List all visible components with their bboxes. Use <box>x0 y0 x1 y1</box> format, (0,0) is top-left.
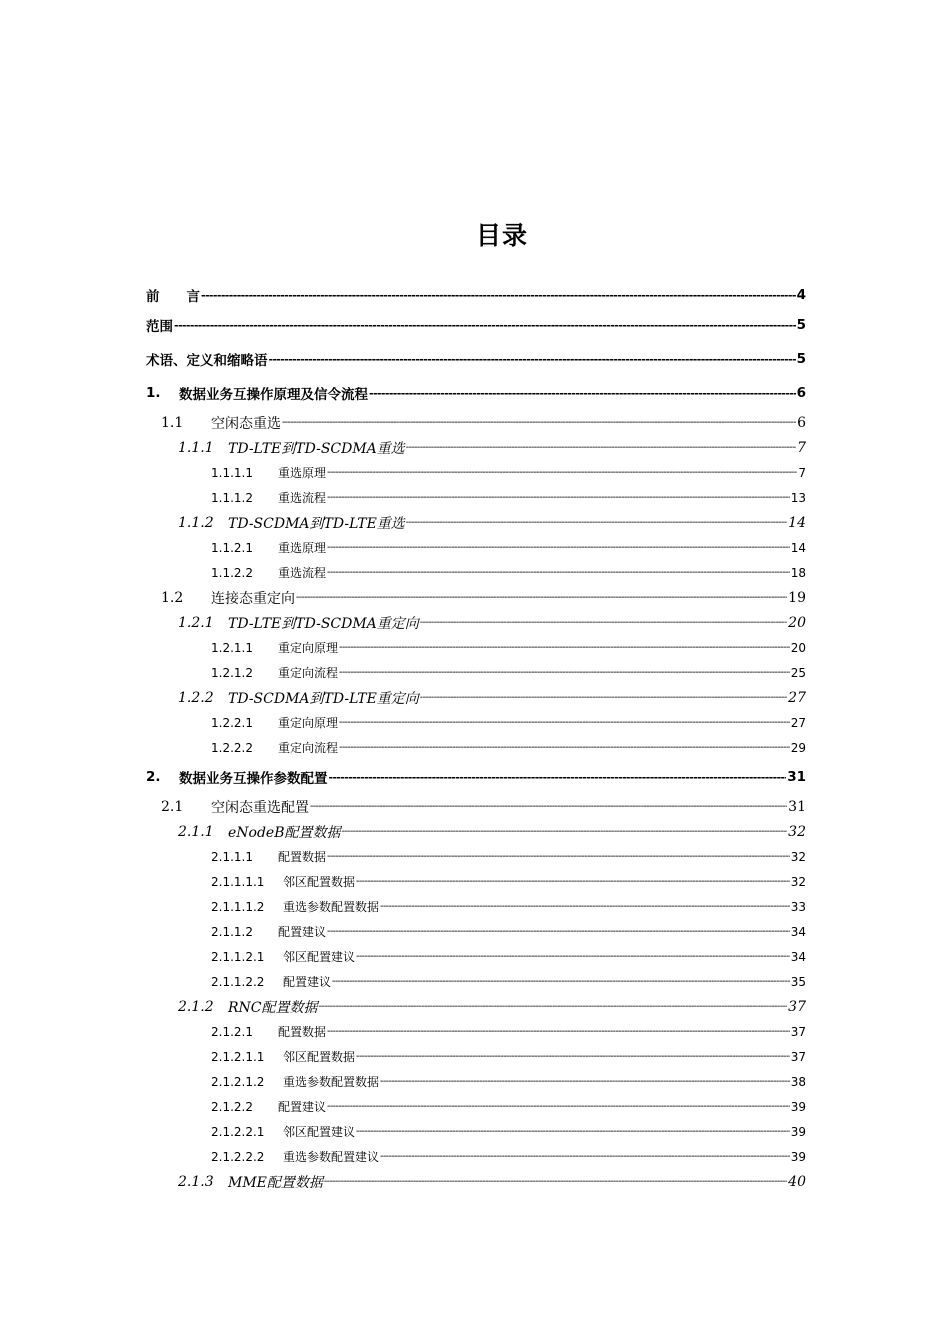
toc-leader-dashes <box>342 826 788 837</box>
toc-entry-page-number: 20 <box>790 640 806 655</box>
toc-entry-title: 重定向流程 <box>278 741 339 755</box>
toc-entry[interactable] <box>146 919 806 944</box>
toc-entry-page-number: 31 <box>787 769 806 785</box>
toc-leader-dashes <box>420 692 787 703</box>
toc-leader-dashes <box>327 492 790 503</box>
toc-entry-page-number: 39 <box>790 1099 806 1114</box>
toc-entry-number: 2.1.1.2 <box>211 924 253 939</box>
toc-entry[interactable] <box>146 308 806 342</box>
toc-entry-number: 2.1.1.1 <box>211 849 253 864</box>
toc-entry-title: 重定向原理 <box>278 641 339 655</box>
toc-entry-title: 数据业务互操作参数配置 <box>179 771 328 787</box>
toc-entry[interactable] <box>146 685 806 710</box>
toc-entry-number: 2.1.2.2.1 <box>211 1124 265 1139</box>
toc-leader-dashes <box>282 417 796 428</box>
toc-entry-number: 1.1.2.2 <box>211 565 253 580</box>
toc-entry-title: 重定向原理 <box>278 716 339 730</box>
toc-leader-dashes <box>420 617 787 628</box>
toc-entry-title: 重选流程 <box>278 491 327 505</box>
toc-entry-title: 配置数据 <box>278 1025 327 1039</box>
toc-entry-number: 1.1.1.1 <box>211 465 253 480</box>
toc-leader-dashes <box>339 717 790 728</box>
toc-entry[interactable] <box>146 894 806 919</box>
toc-entry-page-number: 37 <box>790 1024 806 1039</box>
toc-entry-number: 1.1.2 <box>178 514 214 531</box>
toc-entry-number: 2.1.2.1.2 <box>211 1074 265 1089</box>
toc-entry-number: 1.2 <box>161 589 184 606</box>
toc-entry-title: 数据业务互操作原理及信令流程 <box>179 387 368 403</box>
toc-entry[interactable] <box>146 585 806 610</box>
toc-entry-page-number: 6 <box>796 385 806 401</box>
toc-entry-page-number: 18 <box>790 565 806 580</box>
toc-entry[interactable] <box>146 560 806 585</box>
toc-entry-title: 空闲态重选配置 <box>211 799 309 816</box>
toc-entry[interactable] <box>146 342 806 376</box>
toc-entry-page-number: 35 <box>790 974 806 989</box>
toc-entry-page-number: 37 <box>788 998 806 1015</box>
toc-entry-title: 邻区配置建议 <box>283 1125 356 1139</box>
toc-entry-number: 1.1 <box>161 414 184 431</box>
toc-entry[interactable] <box>146 760 806 794</box>
toc-entry-page-number: 32 <box>790 874 806 889</box>
toc-leader-dashes <box>380 1151 790 1162</box>
toc-entry-page-number: 14 <box>790 540 806 555</box>
toc-leader-dashes <box>339 667 790 678</box>
toc-entry-number: 1.1.1.2 <box>211 490 253 505</box>
toc-entry-title: 重选参数配置建议 <box>283 1150 380 1164</box>
toc-leader-dashes <box>296 592 787 603</box>
toc-title: 目录 <box>475 221 528 250</box>
toc-entry-title: 连接态重定向 <box>211 590 295 607</box>
toc-leader-dashes <box>380 1076 790 1087</box>
toc-entry-page-number: 38 <box>790 1074 806 1089</box>
toc-entry-number: 2.1.2.1.1 <box>211 1049 265 1064</box>
toc-leader-dashes <box>327 1026 790 1037</box>
toc-entry-page-number: 5 <box>796 351 806 367</box>
toc-entry-title: 重选原理 <box>278 541 327 555</box>
toc-entry-title: 重选参数配置数据 <box>283 900 380 914</box>
toc-entry[interactable] <box>146 510 806 535</box>
toc-entry[interactable] <box>146 635 806 660</box>
toc-entry-title: 邻区配置数据 <box>283 1050 356 1064</box>
toc-entry-title: 配置数据 <box>278 850 327 864</box>
toc-entry[interactable] <box>146 485 806 510</box>
toc-entry-page-number: 6 <box>797 414 806 431</box>
toc-entry-page-number: 29 <box>790 740 806 755</box>
toc-entry-number: 1.2.2.1 <box>211 715 253 730</box>
toc-entry[interactable] <box>146 410 806 435</box>
toc-entry-title: 空闲态重选 <box>211 415 281 432</box>
toc-leader-dashes <box>324 1176 787 1187</box>
toc-entry-title: 前 言 <box>146 289 200 305</box>
toc-entry-title: eNodeB配置数据 <box>228 824 341 841</box>
toc-entry-page-number: 14 <box>788 514 806 531</box>
toc-entry-title: 配置建议 <box>278 1100 327 1114</box>
toc-entry-number: 1. <box>146 385 161 401</box>
toc-entry-page-number: 13 <box>790 490 806 505</box>
toc-leader-dashes <box>310 801 787 812</box>
toc-entry-title: 邻区配置数据 <box>283 875 356 889</box>
toc-entry[interactable] <box>146 944 806 969</box>
toc-entry-number: 1.2.2.2 <box>211 740 253 755</box>
toc-entry-page-number: 39 <box>790 1124 806 1139</box>
toc-entry[interactable] <box>146 1044 806 1069</box>
toc-entry-number: 2.1.1 <box>178 823 214 840</box>
toc-entry-number: 1.2.2 <box>178 689 214 706</box>
toc-entry-number: 2.1.2 <box>178 998 214 1015</box>
toc-entry-title: 重选流程 <box>278 566 327 580</box>
toc-entry-number: 2.1.2.1 <box>211 1024 253 1039</box>
toc-entry-title: 重定向流程 <box>278 666 339 680</box>
toc-entry-number: 2.1 <box>161 798 184 815</box>
toc-entry-number: 2.1.1.2.2 <box>211 974 265 989</box>
table-of-contents <box>146 282 806 1194</box>
toc-entry[interactable] <box>146 610 806 635</box>
toc-entry-number: 2.1.1.1.1 <box>211 874 265 889</box>
toc-entry-page-number: 4 <box>796 287 806 303</box>
toc-entry-number: 2.1.2.2.2 <box>211 1149 265 1164</box>
toc-leader-dashes <box>327 926 790 937</box>
toc-entry[interactable] <box>146 1069 806 1094</box>
toc-leader-dashes <box>339 642 790 653</box>
toc-entry-title: MME配置数据 <box>228 1174 323 1191</box>
toc-leader-dashes <box>332 976 790 987</box>
toc-entry[interactable] <box>146 794 806 819</box>
toc-entry-number: 1.2.1 <box>178 614 214 631</box>
toc-leader-dashes <box>406 517 787 528</box>
toc-entry[interactable] <box>146 844 806 869</box>
toc-leader-dashes <box>327 1101 790 1112</box>
toc-entry-page-number: 19 <box>788 589 806 606</box>
toc-entry-title: 配置建议 <box>283 975 332 989</box>
toc-entry-title: 范围 <box>146 319 173 335</box>
toc-entry-title: TD-LTE到TD-SCDMA重选 <box>228 440 405 457</box>
toc-entry[interactable] <box>146 969 806 994</box>
toc-entry[interactable] <box>146 819 806 844</box>
toc-entry-title: 重选原理 <box>278 466 327 480</box>
toc-entry[interactable] <box>146 660 806 685</box>
toc-leader-dashes <box>369 387 796 400</box>
toc-entry-page-number: 37 <box>790 1049 806 1064</box>
toc-entry-number: 2.1.1.2.1 <box>211 949 265 964</box>
toc-entry-page-number: 34 <box>790 924 806 939</box>
toc-entry[interactable] <box>146 1019 806 1044</box>
toc-entry-title: 配置建议 <box>278 925 327 939</box>
toc-entry[interactable] <box>146 460 806 485</box>
toc-entry-title: TD-LTE到TD-SCDMA重定向 <box>228 615 419 632</box>
toc-entry-page-number: 34 <box>790 949 806 964</box>
toc-leader-dashes <box>329 771 787 784</box>
toc-leader-dashes <box>380 901 790 912</box>
toc-leader-dashes <box>339 742 790 753</box>
toc-entry-number: 1.1.1 <box>178 439 214 456</box>
toc-entry[interactable] <box>146 535 806 560</box>
toc-leader-dashes <box>327 467 797 478</box>
toc-entry-title: TD-SCDMA到TD-LTE重选 <box>228 515 405 532</box>
toc-entry-title: 邻区配置建议 <box>283 950 356 964</box>
toc-entry-number: 1.2.1.2 <box>211 665 253 680</box>
toc-leader-dashes <box>406 442 796 453</box>
toc-entry[interactable] <box>146 282 806 308</box>
toc-entry-title: 重选参数配置数据 <box>283 1075 380 1089</box>
toc-entry-page-number: 33 <box>790 899 806 914</box>
toc-entry[interactable] <box>146 735 806 760</box>
toc-entry-page-number: 25 <box>790 665 806 680</box>
toc-entry-number: 2. <box>146 769 161 785</box>
toc-entry[interactable] <box>146 869 806 894</box>
toc-entry[interactable] <box>146 1169 806 1194</box>
toc-entry-page-number: 27 <box>788 689 806 706</box>
toc-entry-page-number: 32 <box>788 823 806 840</box>
toc-leader-dashes <box>327 542 790 553</box>
toc-leader-dashes <box>327 851 790 862</box>
toc-leader-dashes <box>327 567 790 578</box>
toc-leader-dashes <box>356 1126 790 1137</box>
toc-entry-page-number: 7 <box>798 465 806 480</box>
toc-entry-number: 2.1.2.2 <box>211 1099 253 1114</box>
toc-entry[interactable] <box>146 1119 806 1144</box>
toc-entry-number: 1.2.1.1 <box>211 640 253 655</box>
toc-leader-dashes <box>201 289 796 302</box>
toc-entry[interactable] <box>146 435 806 460</box>
toc-entry[interactable] <box>146 710 806 735</box>
toc-entry-title: TD-SCDMA到TD-LTE重定向 <box>228 690 419 707</box>
toc-entry-title: RNC配置数据 <box>228 999 318 1016</box>
toc-entry-page-number: 40 <box>788 1173 806 1190</box>
toc-entry-title: 术语、定义和缩略语 <box>146 353 268 369</box>
toc-entry[interactable] <box>146 376 806 410</box>
toc-entry-page-number: 5 <box>796 317 806 333</box>
toc-leader-dashes <box>174 319 796 332</box>
toc-entry-page-number: 7 <box>797 439 806 456</box>
toc-leader-dashes <box>356 951 790 962</box>
toc-entry-page-number: 32 <box>790 849 806 864</box>
toc-entry[interactable] <box>146 1094 806 1119</box>
toc-entry-number: 2.1.3 <box>178 1173 214 1190</box>
toc-entry-number: 1.1.2.1 <box>211 540 253 555</box>
toc-entry[interactable] <box>146 994 806 1019</box>
toc-entry-number: 2.1.1.1.2 <box>211 899 265 914</box>
toc-entry-page-number: 39 <box>790 1149 806 1164</box>
toc-leader-dashes <box>356 876 790 887</box>
toc-entry-page-number: 20 <box>788 614 806 631</box>
toc-leader-dashes <box>269 353 796 366</box>
toc-entry-page-number: 27 <box>790 715 806 730</box>
toc-leader-dashes <box>356 1051 790 1062</box>
toc-entry[interactable] <box>146 1144 806 1169</box>
toc-leader-dashes <box>319 1001 788 1012</box>
toc-entry-page-number: 31 <box>788 798 806 815</box>
